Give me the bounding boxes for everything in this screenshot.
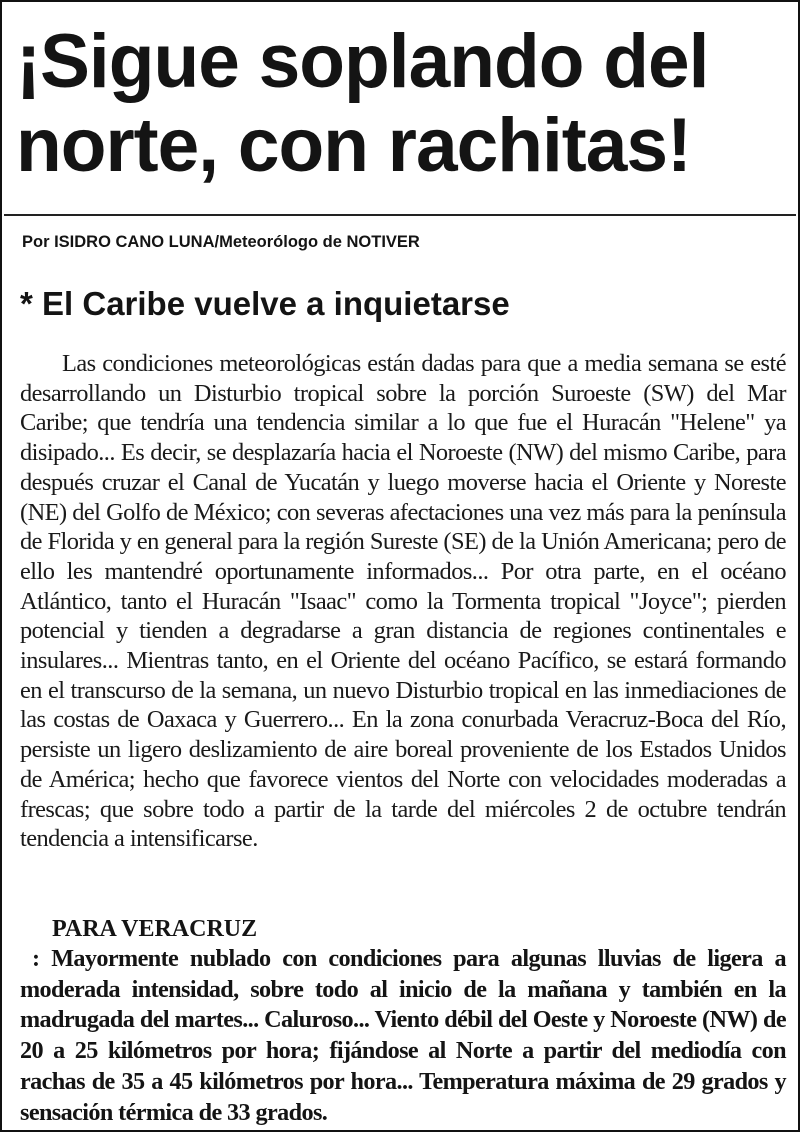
section-title-veracruz: PARA VERACRUZ [52,916,258,942]
forecast-text: : Mayormente nublado con condiciones para algunas lluvias de ligera a moderada intensidad, sobre todo al inicio de la mañana y también en la madrugada del martes... Caluroso... Viento débil del Oeste y Noroeste (NW) de 20 a 25 kilómetros por hora; fijándose al Norte a partir del mediodía con rachas de 35 a 45 kilómetros por hora... Temperatura máxima de 29 grados y sensación térmica de 33 grados. [20,945,786,1126]
headline: ¡Sigue soplando del norte, con rachitas! [16,19,709,188]
headline-divider [4,214,796,216]
article-body: Las condiciones meteorológicas están dadas para que a media semana se esté desarrollando un Disturbio tropical sobre la porción Suroeste (SW) del Mar Caribe; que tendría una tendencia similar a lo que fue el Huracán "Helene" ya disipado... Es decir, se desplazaría hacia el Noroeste (NW) del mismo Caribe, para después cruzar el Canal de Yucatán y luego moverse hacia el Oriente y Noreste (NE) del Golfo de México; con severas afectaciones una vez más para la península de Florida y en general para la región Sureste (SE) de la Unión Americana; pero de ello les mantendré oportunamente informados... Por otra parte, en el océano Atlántico, tanto el Huracán "Isaac" como la Tormenta tropical "Joyce"; pierden potencial y tienden a degradarse a gran distancia de regiones continentales e insulares... Mientras tanto, en el Oriente del océano Pacífico, se estará formando en el transcurso de la semana, un nuevo Disturbio tropical en las inmediaciones de las costas de Oaxaca y Guerrero... En la zona conurbada Veracruz-Boca del Río, persiste un ligero deslizamiento de aire boreal proveniente de los Estados Unidos de América; hecho que favorece vientos del Norte con velocidades moderadas a frescas; que sobre todo a partir de la tarde del miércoles 2 de octubre tendrán tendencia a intensificarse. [20,350,786,853]
byline: Por ISIDRO CANO LUNA/Meteorólogo de NOTIVER [22,233,420,251]
subheadline: * El Caribe vuelve a inquietarse [20,285,510,322]
